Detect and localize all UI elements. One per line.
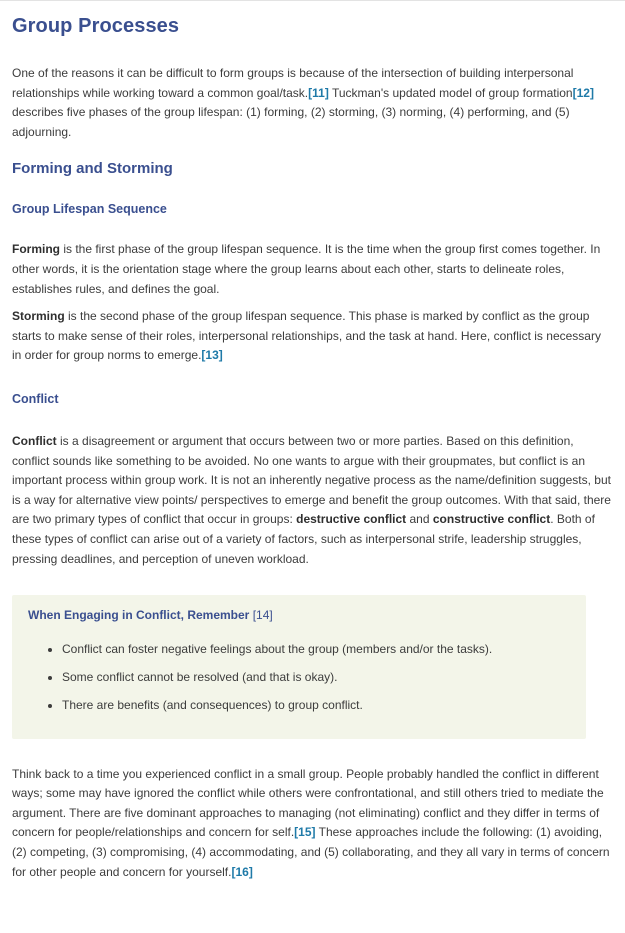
- term-destructive-conflict: destructive conflict: [296, 512, 407, 527]
- term-storming: Storming: [12, 309, 65, 324]
- conflict-text-2: and: [406, 512, 433, 527]
- article-content: [0, 1, 625, 882]
- footnote-link-13[interactable]: [13]: [201, 348, 223, 363]
- list-item: • There are benefits (and consequences) to group conflict.: [62, 696, 586, 715]
- subheading-group-lifespan: Group Lifespan Sequence: [12, 202, 167, 217]
- intro-text-2: Tuckman's updated model of group formation: [328, 85, 573, 100]
- conflict-paragraph: [12, 432, 613, 569]
- forming-text: is the first phase of the group lifespan sequence. It is the time when the group first comes together. In other words, it is the orientation stage where the group learns about each other, starts to delineate roles, establishes rules, and defines the goal.: [12, 242, 601, 296]
- storming-paragraph: [12, 307, 613, 366]
- list-item: • Some conflict cannot be resolved (and that is okay).: [62, 668, 586, 687]
- term-constructive-conflict: constructive conflict: [432, 512, 551, 527]
- conflict-text-3: . Both of these types of conflict can arise out of a variety of factors, such as interpersonal strife, leadership struggles, pressing deadlines, and perception of uneven workload.: [12, 512, 595, 566]
- subheading-conflict: Conflict: [12, 391, 59, 406]
- footnote-link-12[interactable]: [12]: [572, 85, 594, 100]
- callout-title: [28, 606, 586, 626]
- final-text-2: These approaches include the following: (1) avoiding, (2) competing, (3) compromising, (4) accommodating, and (5) collaborating, and they all vary in terms of concern for other people and concern for yourself.: [12, 825, 610, 879]
- page-title: Group Processes: [12, 15, 180, 37]
- forming-paragraph: [12, 240, 613, 299]
- intro-text-1: One of the reasons it can be difficult to form groups is because of the intersection of building interpersonal relationships while working toward a common goal/task.: [12, 66, 574, 100]
- list-item: • Conflict can foster negative feelings about the group (members and/or the tasks).: [62, 640, 586, 659]
- approaches-paragraph: [12, 765, 613, 883]
- footnote-link-15[interactable]: [15]: [294, 825, 316, 840]
- term-forming: Forming: [12, 242, 60, 257]
- footnote-link-11[interactable]: [11]: [308, 85, 329, 100]
- conflict-callout-box: [12, 595, 586, 739]
- intro-text-3: describes five phases of the group lifespan: (1) forming, (2) storming, (3) norming, (4) performing, and (5) adjourning.: [12, 105, 570, 139]
- conflict-text-1: is a disagreement or argument that occurs between two or more parties. Based on this definition, conflict sounds like something to be avoided. No one wants to argue with their groupmates, but conflict is an important process within group work. It is not an inherently negative process as the name/definition suggests, but is a way for alternative view points/ perspectives to emerge and benefit the group outcomes. With that said, there are two primary types of conflict that occur in groups:: [12, 433, 611, 527]
- term-conflict: Conflict: [12, 433, 57, 448]
- storming-text: is the second phase of the group lifespan sequence. This phase is marked by conflict as the group starts to make sense of their roles, interpersonal relationships, and the task at hand. Here, conflict is necessary in order for group norms to emerge.: [12, 309, 601, 363]
- footnote-link-14[interactable]: [14]: [252, 608, 273, 623]
- footnote-link-16[interactable]: [16]: [231, 864, 253, 879]
- section-heading-forming-storming: Forming and Storming: [12, 160, 173, 178]
- final-text-1: Think back to a time you experienced conflict in a small group. People probably handled the conflict in different ways; some may have ignored the conflict while others were confrontational, and still others tried to mediate the argument. There are five dominant approaches to managing (not eliminating) conflict and they differ in terms of concern for people/relationships and concern for self.: [12, 766, 604, 840]
- callout-list: [28, 640, 586, 715]
- intro-paragraph: [12, 64, 613, 142]
- callout-title-text: When Engaging in Conflict, Remember: [28, 608, 253, 623]
